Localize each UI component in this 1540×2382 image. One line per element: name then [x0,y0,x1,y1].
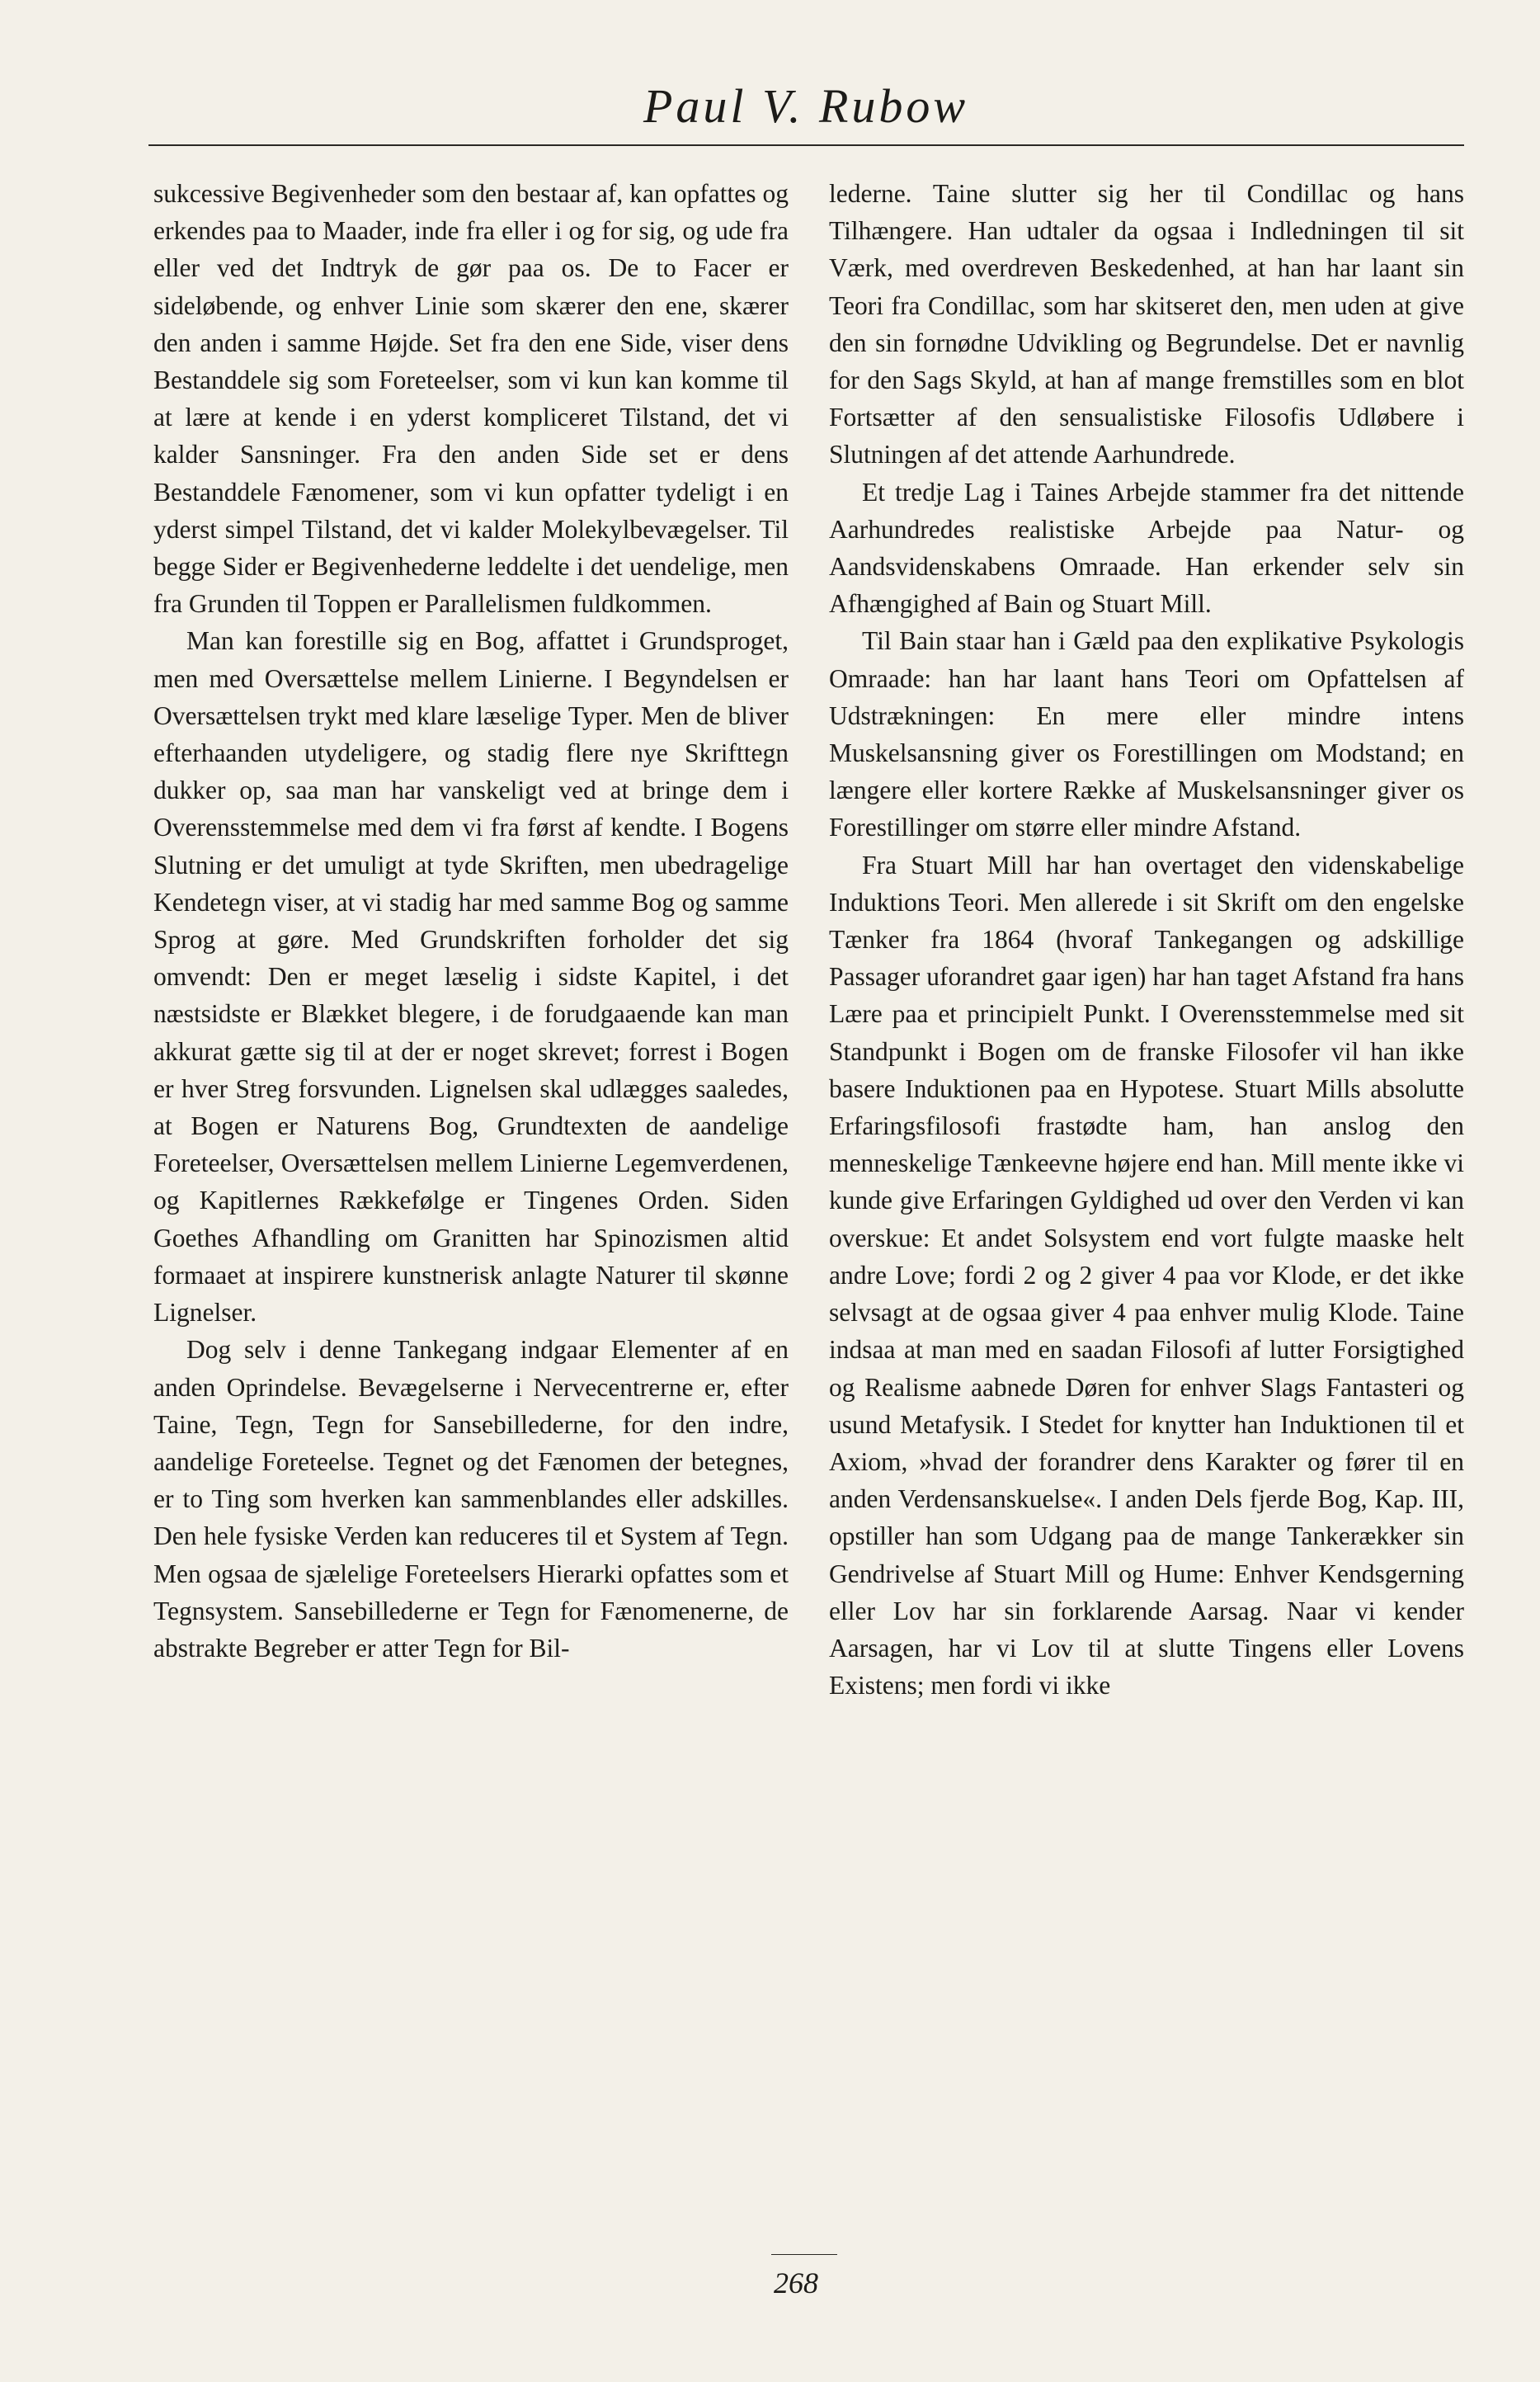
paragraph: lederne. Taine slutter sig her til Condillac og hans Tilhængere. Han udtaler da ogsaa i Indledningen til sit Værk, med overdreven Beskedenhed, at han har laant sin Teori fra Condillac, som har skitseret den, men uden at give den sin fornødne Udvikling og Begrundelse. Det er navnlig for den Sags Skyld, at han af mange fremstilles som en blot Fortsætter af den sensualistiske Filosofis Udløbere i Slutningen af det attende Aarhundrede. [829,179,1464,469]
paragraph: sukcessive Begivenheder som den bestaar af, kan opfattes og erkendes paa to Maader, inde fra eller i og for sig, og ude fra eller ved det Indtryk de gør paa os. De to Facer er sideløbende, og enhver Linie som skærer den ene, skærer den anden i samme Højde. Set fra den ene Side, viser dens Bestanddele sig som Foreteelser, som vi kun kan komme til at lære at kende i en yderst kompliceret Tilstand, det vi kalder Sansninger. Fra den anden Side set er dens Bestanddele Fænomener, som vi kun opfatter tydeligt i en yderst simpel Tilstand, det vi kalder Molekylbevægelser. Til begge Sider er Begivenhederne leddelte i det uendelige, men fra Grunden til Toppen er Parallelismen fuldkommen. [153,179,789,619]
page-number: 268 [774,2266,818,2299]
paragraph: Dog selv i denne Tankegang indgaar Elementer af en anden Oprindelse. Bevægelserne i Nervecentrerne er, efter Taine, Tegn, Tegn for Sansebillederne, for den indre, aandelige Foreteelse. Tegnet og det Fænomen der betegnes, er to Ting som hverken kan sammenblandes eller adskilles. Den hele fysiske Verden kan reduceres til et System af Tegn. Men ogsaa de sjælelige Foreteelsers Hierarki opfattes som et Tegnsystem. Sansebillederne er Tegn for Fænomenerne, de abstrakte Begreber er atter Tegn for Bil- [153,1335,789,1663]
left-column [153,175,789,2196]
paragraph: Man kan forestille sig en Bog, affattet i Grundsproget, men med Oversættelse mellem Linierne. I Begyndelsen er Oversættelsen trykt med klare læselige Typer. Men de bliver efterhaanden utydeligere, og stadig flere nye Skrifttegn dukker op, saa man har vanskeligt ved at bringe dem i Overensstemmelse med dem vi fra først af kendte. I Bogens Slutning er det umuligt at tyde Skriften, men ubedragelige Kendetegn viser, at vi stadig har med samme Bog og samme Sprog at gøre. Med Grundskriften forholder det sig omvendt: Den er meget læselig i sidste Kapitel, i det næstsidste er Blækket blegere, i de forudgaaende kan man akkurat gætte sig til at der er noget skrevet; forrest i Bogen er hver Streg forsvunden. Lignelsen skal udlægges saaledes, at Bogen er Naturens Bog, Grundtexten de aandelige Foreteelser, Oversættelsen mellem Linierne Legemverdenen, og Kapitlernes Rækkefølge er Tingenes Orden. Siden Goethes Afhandling om Granitten har Spinozismen altid formaaet at inspirere kunstnerisk anlagte Naturer til skønne Lignelser. [153,626,789,1328]
paragraph: Til Bain staar han i Gæld paa den explikative Psykologis Omraade: han har laant hans Teori om Opfattelsen af Udstrækningen: En mere eller mindre intens Muskelsansning giver os Forestillingen om Modstand; en længere eller kortere Række af Muskelsansninger giver os Forestillinger om større eller mindre Afstand. [829,626,1464,842]
running-head [148,70,1464,146]
paragraph: Fra Stuart Mill har han overtaget den videnskabelige Induktions Teori. Men allerede i sit Skrift om den engelske Tænker fra 1864 (hvoraf Tankegangen og adskillige Passager uforandret gaar igen) har han taget Afstand fra hans Lære paa et principielt Punkt. I Overensstemmelse med sit Standpunkt i Bogen om de franske Filosofer vil han ikke basere Induktionen paa en Hypotese. Stuart Mills absolutte Erfaringsfilosofi frastødte ham, han anslog den menneskelige Tænkeevne højere end han. Mill mente ikke vi kunde give Erfaringen Gyldighed ud over den Verden vi kan overskue: Et andet Solsystem end vort fulgte maaske helt andre Love; fordi 2 og 2 giver 4 paa vor Klode, er det ikke selvsagt at de ogsaa giver 4 paa enhver mulig Klode. Taine indsaa at man med en saadan Filosofi af lutter Forsigtighed og Realisme aabnede Døren for enhver Slags Fantasteri og usund Metafysik. I Stedet for knytter han Induktionen til et Axiom, »hvad der forandrer dens Karakter og fører til en anden Verdensanskuelse«. I anden Dels fjerde Bog, Kap. III, opstiller han som Udgang paa de mange Tankerækker sin Gendrivelse af Stuart Mill og Hume: Enhver Kendsgerning eller Lov har sin forklarende Aarsag. Naar vi kender Aarsagen, har vi Lov til at slutte Tingens eller Lovens Existens; men fordi vi ikke [829,850,1464,1700]
running-head-title: Paul V. Rubow [643,79,969,133]
page-number-rule [771,2254,837,2255]
right-column [829,175,1464,2196]
paragraph: Et tredje Lag i Taines Arbejde stammer fra det nittende Aarhundredes realistiske Arbejde paa Natur- og Aandsvidenskabens Omraade. Han erkender selv sin Afhængighed af Bain og Stuart Mill. [829,477,1464,619]
